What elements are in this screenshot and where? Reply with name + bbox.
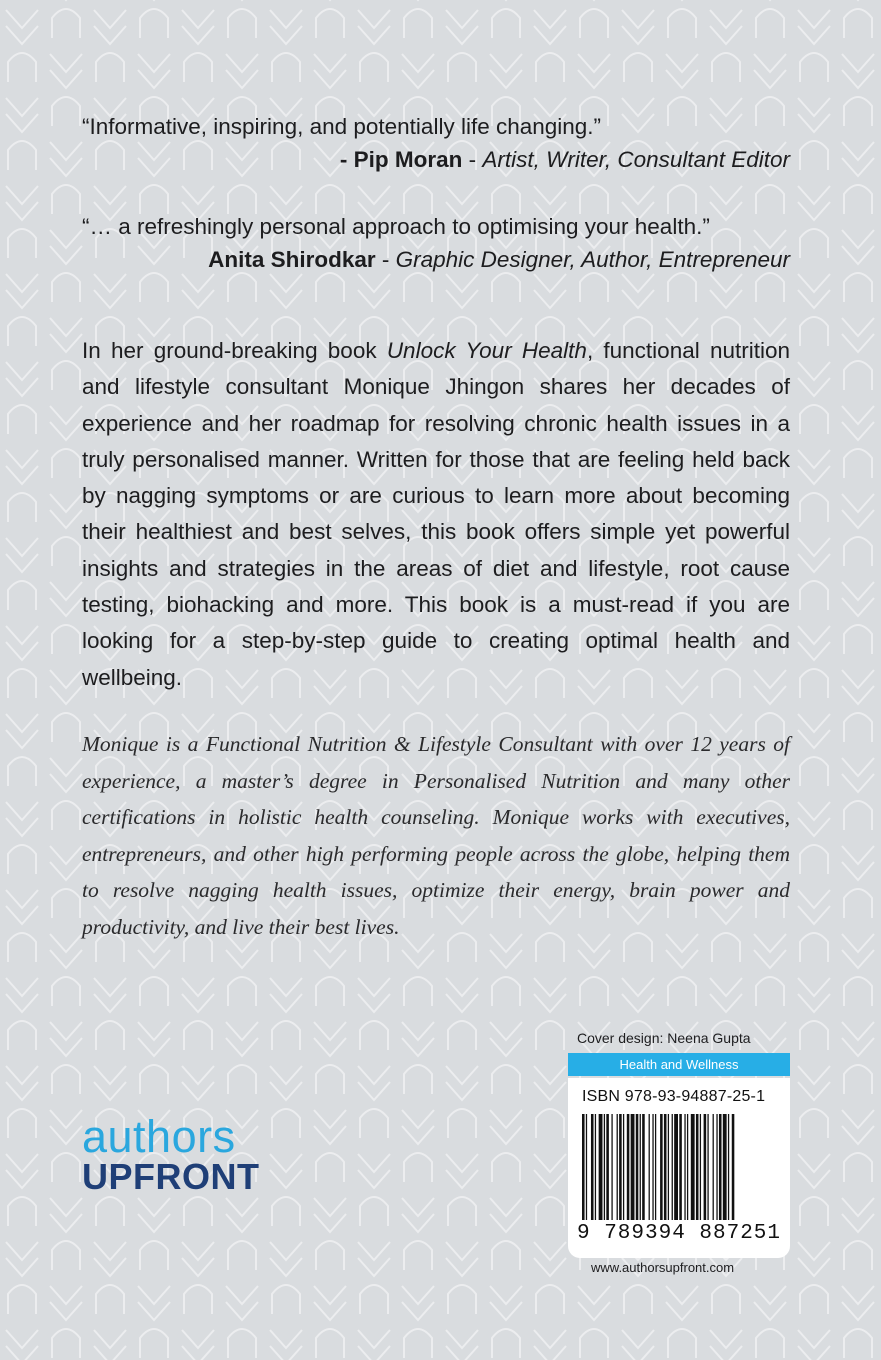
barcode-digits: 9 789394 887251 [576, 1222, 782, 1245]
quote-text: “… a refreshingly personal approach to optimising your health.” [82, 214, 710, 239]
author-bio: Monique is a Functional Nutrition & Lifestyle Consultant with over 12 years of experience, a master’s degree in Personalised Nutrition and many other certifications in holistic health counseling. Monique works with executives, entrepreneurs, and other high performing people across the globe, helping them to resolve nagging health issues, optimize their energy, brain power and productivity, and live their best lives. [82, 732, 790, 939]
barcode-icon [582, 1114, 776, 1220]
quote-author-role: Artist, Writer, Consultant Editor [482, 147, 790, 172]
quote-text: “Informative, inspiring, and potentially life changing.” [82, 114, 602, 139]
publisher-website: www.authorsupfront.com [591, 1260, 735, 1275]
isbn-barcode-box [568, 1078, 790, 1258]
isbn-label: ISBN 978-93-94887-25-1 [582, 1088, 766, 1105]
book-title: Unlock Your Health [386, 338, 587, 363]
quote-author-role: Graphic Designer, Author, Entrepreneur [395, 247, 790, 272]
quote-author: Anita Shirodkar [208, 247, 376, 272]
logo-word-authors: authors [82, 1111, 236, 1162]
publisher-logo [82, 1111, 260, 1197]
cover-design-credit: Cover design: Neena Gupta [577, 1030, 751, 1046]
book-blurb: In her ground-breaking book Unlock Your Health, functional nutrition and lifestyle consultant Monique Jhingon shares her decades of experience and her roadmap for resolving chronic health issues in a truly personalised manner. Written for those that are feeling held back by nagging symptoms or are curious to learn more about becoming their healthiest and best selves, this book offers simple yet powerful insights and strategies in the areas of diet and lifestyle, root cause testing, biohacking and more. This book is a must-read if you are looking for a step-by-step guide to creating optimal health and wellbeing. [82, 338, 790, 690]
testimonial-quote-1 [82, 110, 790, 176]
quote-attribution: - Pip Moran - Artist, Writer, Consultant Editor [339, 147, 790, 172]
quote-attribution: Anita Shirodkar - Graphic Designer, Author, Entrepreneur [208, 247, 790, 272]
logo-word-upfront: UPFRONT [82, 1156, 260, 1197]
quote-author: Pip Moran [353, 147, 463, 172]
genre-band: Health and Wellness [568, 1053, 790, 1076]
testimonial-quote-2 [82, 210, 790, 276]
